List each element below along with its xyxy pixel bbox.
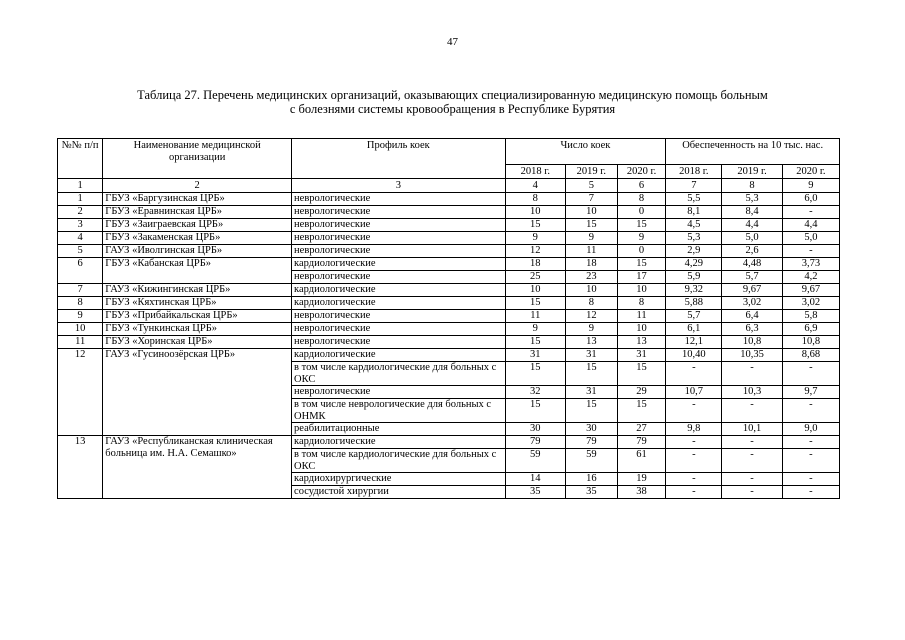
table-row (58, 336, 840, 349)
table-row (58, 436, 840, 449)
page-number: 47 (447, 36, 458, 48)
column-number: 5 (565, 179, 617, 193)
supply-2020: - (782, 206, 839, 219)
supply-2020: 4,4 (782, 219, 839, 232)
organization-name: ГАУЗ «Иволгинская ЦРБ» (103, 245, 292, 258)
beds-2020: 38 (617, 486, 666, 499)
table-row (58, 310, 840, 323)
header-year: 2019 г. (565, 165, 617, 179)
beds-2020: 61 (617, 449, 666, 473)
beds-2018: 12 (505, 245, 565, 258)
beds-2019: 79 (565, 436, 617, 449)
beds-2019: 10 (565, 206, 617, 219)
row-number: 2 (58, 206, 103, 219)
supply-2019: - (722, 362, 782, 386)
row-number: 1 (58, 193, 103, 206)
supply-2020: 10,8 (782, 336, 839, 349)
beds-2018: 15 (505, 219, 565, 232)
organization-name: ГБУЗ «Кяхтинская ЦРБ» (103, 297, 292, 310)
table-row (58, 219, 840, 232)
supply-2018: 5,88 (666, 297, 722, 310)
supply-2019: 4,48 (722, 258, 782, 271)
beds-2020: 27 (617, 423, 666, 436)
header-year: 2019 г. (722, 165, 782, 179)
table-row (58, 284, 840, 297)
supply-2018: 8,1 (666, 206, 722, 219)
column-number: 9 (782, 179, 839, 193)
bed-profile: кардиологические (292, 349, 506, 362)
medical-organizations-table (57, 138, 840, 499)
bed-profile: неврологические (292, 219, 506, 232)
organization-name: ГБУЗ «Еравнинская ЦРБ» (103, 206, 292, 219)
bed-profile: неврологические (292, 323, 506, 336)
supply-2020: 5,8 (782, 310, 839, 323)
table-body (58, 193, 840, 499)
organization-name: ГАУЗ «Республиканская клиническая больница им. Н.А. Семашко» (103, 436, 292, 499)
beds-2018: 31 (505, 349, 565, 362)
bed-profile: неврологические (292, 232, 506, 245)
row-number: 9 (58, 310, 103, 323)
beds-2020: 8 (617, 193, 666, 206)
supply-2018: 9,8 (666, 423, 722, 436)
table-row (58, 323, 840, 336)
supply-2019: - (722, 449, 782, 473)
bed-profile: в том числе неврологические для больных с ОНМК (292, 399, 506, 423)
beds-2018: 15 (505, 362, 565, 386)
beds-2019: 31 (565, 386, 617, 399)
bed-profile: неврологические (292, 386, 506, 399)
supply-2019: 8,4 (722, 206, 782, 219)
bed-profile: кардиологические (292, 258, 506, 271)
beds-2019: 15 (565, 219, 617, 232)
beds-2019: 35 (565, 486, 617, 499)
beds-2019: 31 (565, 349, 617, 362)
column-number: 2 (103, 179, 292, 193)
supply-2019: 10,8 (722, 336, 782, 349)
supply-2019: - (722, 486, 782, 499)
supply-2020: - (782, 449, 839, 473)
column-number: 8 (722, 179, 782, 193)
supply-2020: - (782, 473, 839, 486)
supply-2019: 5,7 (722, 271, 782, 284)
beds-2019: 7 (565, 193, 617, 206)
row-number: 4 (58, 232, 103, 245)
bed-profile: неврологические (292, 193, 506, 206)
beds-2019: 15 (565, 362, 617, 386)
row-number: 5 (58, 245, 103, 258)
beds-2020: 17 (617, 271, 666, 284)
beds-2020: 19 (617, 473, 666, 486)
table-row (58, 245, 840, 258)
bed-profile: неврологические (292, 336, 506, 349)
supply-2020: - (782, 399, 839, 423)
supply-2018: - (666, 436, 722, 449)
bed-profile: неврологические (292, 310, 506, 323)
bed-profile: в том числе кардиологические для больных с ОКС (292, 362, 506, 386)
supply-2018: 10,40 (666, 349, 722, 362)
bed-profile: сосудистой хирургии (292, 486, 506, 499)
table-row (58, 258, 840, 271)
supply-2020: - (782, 245, 839, 258)
bed-profile: реабилитационные (292, 423, 506, 436)
row-number: 6 (58, 258, 103, 284)
beds-2018: 35 (505, 486, 565, 499)
beds-2020: 15 (617, 258, 666, 271)
bed-profile: кардиологические (292, 436, 506, 449)
supply-2019: 9,67 (722, 284, 782, 297)
supply-2018: 9,32 (666, 284, 722, 297)
beds-2019: 12 (565, 310, 617, 323)
bed-profile: кардиохирургические (292, 473, 506, 486)
supply-2019: 10,3 (722, 386, 782, 399)
supply-2019: 5,3 (722, 193, 782, 206)
supply-2019: - (722, 436, 782, 449)
supply-2018: - (666, 399, 722, 423)
row-number: 11 (58, 336, 103, 349)
beds-2018: 15 (505, 297, 565, 310)
supply-2020: 4,2 (782, 271, 839, 284)
beds-2020: 10 (617, 284, 666, 297)
beds-2018: 10 (505, 284, 565, 297)
beds-2018: 9 (505, 232, 565, 245)
row-number: 10 (58, 323, 103, 336)
row-number: 12 (58, 349, 103, 436)
beds-2019: 59 (565, 449, 617, 473)
beds-2019: 15 (565, 399, 617, 423)
beds-2018: 79 (505, 436, 565, 449)
bed-profile: кардиологические (292, 297, 506, 310)
beds-2020: 29 (617, 386, 666, 399)
supply-2019: 10,1 (722, 423, 782, 436)
beds-2020: 15 (617, 362, 666, 386)
supply-2019: - (722, 399, 782, 423)
table-row (58, 232, 840, 245)
organization-name: ГБУЗ «Прибайкальская ЦРБ» (103, 310, 292, 323)
supply-2018: 2,9 (666, 245, 722, 258)
organization-name: ГБУЗ «Тункинская ЦРБ» (103, 323, 292, 336)
beds-2018: 32 (505, 386, 565, 399)
header-supply: Обеспеченность на 10 тыс. нас. (666, 139, 840, 165)
beds-2020: 13 (617, 336, 666, 349)
bed-profile: в том числе кардиологические для больных с ОКС (292, 449, 506, 473)
beds-2018: 9 (505, 323, 565, 336)
table-row (58, 206, 840, 219)
supply-2020: 9,7 (782, 386, 839, 399)
beds-2019: 11 (565, 245, 617, 258)
beds-2019: 9 (565, 323, 617, 336)
header-year: 2020 г. (617, 165, 666, 179)
supply-2018: - (666, 486, 722, 499)
column-number: 4 (505, 179, 565, 193)
beds-2019: 30 (565, 423, 617, 436)
supply-2018: - (666, 473, 722, 486)
supply-2020: 9,67 (782, 284, 839, 297)
supply-2020: - (782, 436, 839, 449)
beds-2018: 25 (505, 271, 565, 284)
beds-2018: 15 (505, 399, 565, 423)
row-number: 7 (58, 284, 103, 297)
beds-2020: 10 (617, 323, 666, 336)
beds-2018: 59 (505, 449, 565, 473)
beds-2019: 16 (565, 473, 617, 486)
supply-2019: 10,35 (722, 349, 782, 362)
organization-name: ГБУЗ «Закаменская ЦРБ» (103, 232, 292, 245)
supply-2018: 5,9 (666, 271, 722, 284)
supply-2018: 5,3 (666, 232, 722, 245)
beds-2018: 11 (505, 310, 565, 323)
caption-line-1: Таблица 27. Перечень медицинских организаций, оказывающих специализированную медицинскую помощь больным (137, 88, 768, 102)
supply-2020: 6,9 (782, 323, 839, 336)
table-row (58, 193, 840, 206)
column-number: 7 (666, 179, 722, 193)
organization-name: ГБУЗ «Кабанская ЦРБ» (103, 258, 292, 284)
supply-2019: 6,4 (722, 310, 782, 323)
table-caption (40, 88, 865, 116)
supply-2019: 3,02 (722, 297, 782, 310)
supply-2019: 2,6 (722, 245, 782, 258)
beds-2020: 9 (617, 232, 666, 245)
bed-profile: неврологические (292, 206, 506, 219)
header-org: Наименование медицинской организации (103, 139, 292, 179)
beds-2019: 23 (565, 271, 617, 284)
beds-2020: 0 (617, 206, 666, 219)
header-year: 2018 г. (505, 165, 565, 179)
header-beds: Число коек (505, 139, 666, 165)
beds-2018: 14 (505, 473, 565, 486)
beds-2019: 10 (565, 284, 617, 297)
supply-2018: 4,5 (666, 219, 722, 232)
bed-profile: неврологические (292, 245, 506, 258)
supply-2018: - (666, 362, 722, 386)
beds-2018: 18 (505, 258, 565, 271)
supply-2020: 8,68 (782, 349, 839, 362)
beds-2020: 79 (617, 436, 666, 449)
supply-2018: - (666, 449, 722, 473)
supply-2020: - (782, 486, 839, 499)
beds-2020: 15 (617, 399, 666, 423)
caption-line-2: с болезнями системы кровообращения в Республике Бурятия (289, 102, 616, 116)
table-row (58, 349, 840, 362)
beds-2019: 13 (565, 336, 617, 349)
supply-2018: 10,7 (666, 386, 722, 399)
beds-2019: 18 (565, 258, 617, 271)
supply-2018: 6,1 (666, 323, 722, 336)
supply-2020: 6,0 (782, 193, 839, 206)
beds-2018: 30 (505, 423, 565, 436)
supply-2019: - (722, 473, 782, 486)
beds-2020: 31 (617, 349, 666, 362)
beds-2018: 15 (505, 336, 565, 349)
supply-2019: 6,3 (722, 323, 782, 336)
beds-2018: 10 (505, 206, 565, 219)
supply-2020: - (782, 362, 839, 386)
bed-profile: неврологические (292, 271, 506, 284)
header-year: 2018 г. (666, 165, 722, 179)
supply-2018: 5,7 (666, 310, 722, 323)
bed-profile: кардиологические (292, 284, 506, 297)
organization-name: ГБУЗ «Заиграевская ЦРБ» (103, 219, 292, 232)
supply-2020: 5,0 (782, 232, 839, 245)
beds-2020: 11 (617, 310, 666, 323)
organization-name: ГАУЗ «Гусиноозёрская ЦРБ» (103, 349, 292, 436)
header-row-1 (58, 139, 840, 165)
supply-2018: 12,1 (666, 336, 722, 349)
organization-name: ГАУЗ «Кижингинская ЦРБ» (103, 284, 292, 297)
header-profile: Профиль коек (292, 139, 506, 179)
beds-2020: 8 (617, 297, 666, 310)
column-number: 6 (617, 179, 666, 193)
supply-2018: 4,29 (666, 258, 722, 271)
row-number: 3 (58, 219, 103, 232)
table-row (58, 297, 840, 310)
supply-2020: 3,02 (782, 297, 839, 310)
organization-name: ГБУЗ «Баргузинская ЦРБ» (103, 193, 292, 206)
supply-2018: 5,5 (666, 193, 722, 206)
header-num: №№ п/п (58, 139, 103, 179)
beds-2018: 8 (505, 193, 565, 206)
supply-2020: 9,0 (782, 423, 839, 436)
beds-2019: 9 (565, 232, 617, 245)
beds-2019: 8 (565, 297, 617, 310)
column-number: 1 (58, 179, 103, 193)
row-number: 8 (58, 297, 103, 310)
supply-2019: 5,0 (722, 232, 782, 245)
column-number-row (58, 179, 840, 193)
supply-2020: 3,73 (782, 258, 839, 271)
beds-2020: 0 (617, 245, 666, 258)
beds-2020: 15 (617, 219, 666, 232)
organization-name: ГБУЗ «Хоринская ЦРБ» (103, 336, 292, 349)
column-number: 3 (292, 179, 506, 193)
header-year: 2020 г. (782, 165, 839, 179)
row-number: 13 (58, 436, 103, 499)
supply-2019: 4,4 (722, 219, 782, 232)
